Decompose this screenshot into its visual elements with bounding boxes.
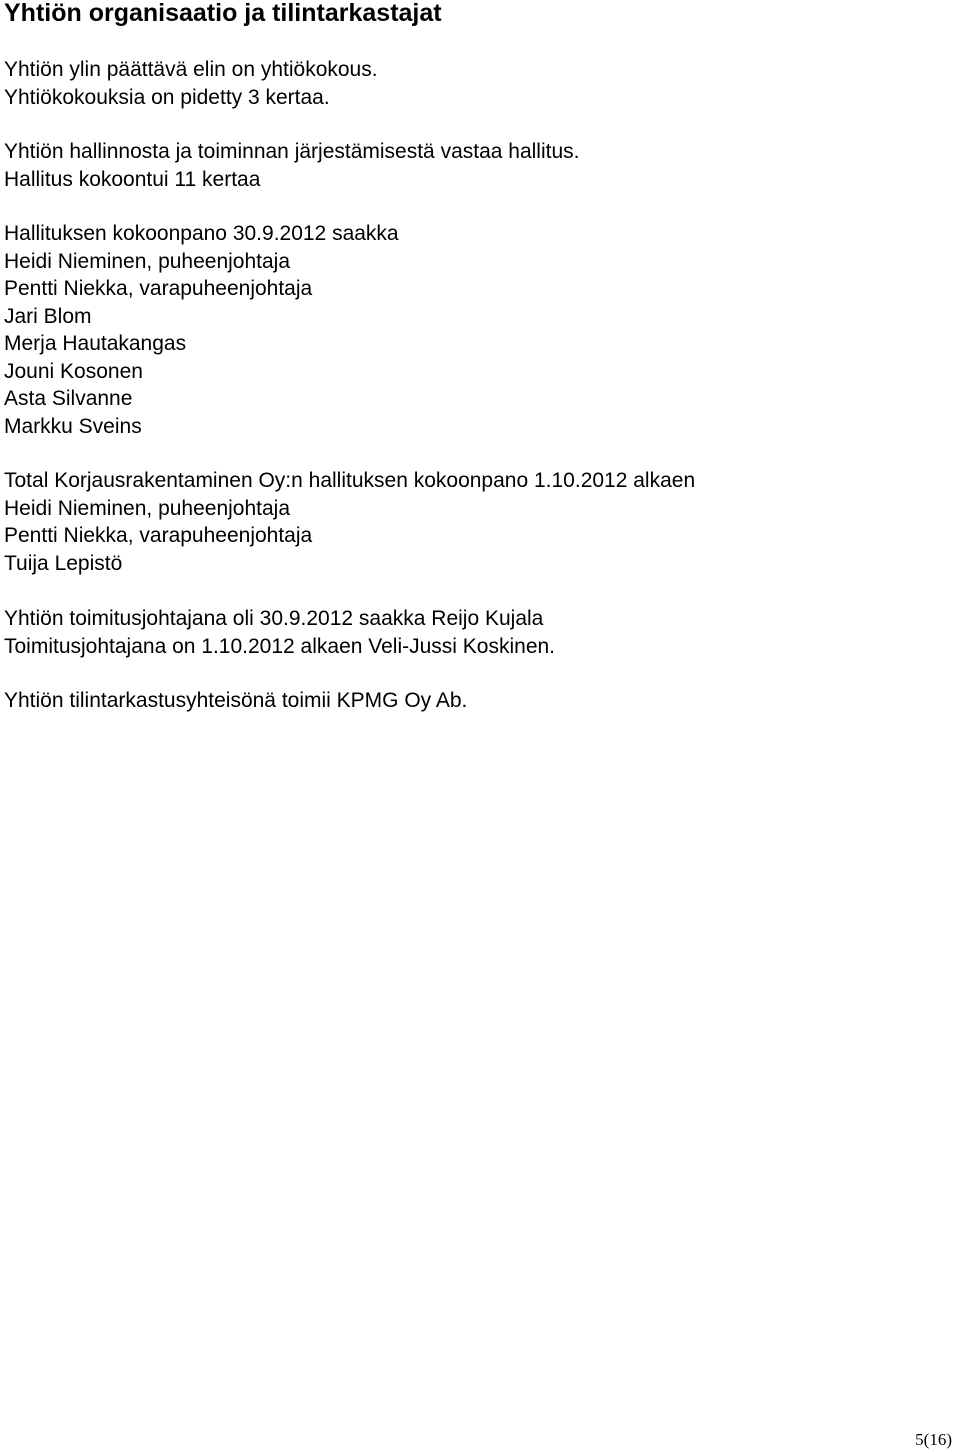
document-page	[4, 0, 954, 712]
page-number: 5(16)	[915, 1430, 952, 1449]
board-member: Heidi Nieminen, puheenjohtaja	[4, 249, 291, 273]
auditor-section	[4, 687, 467, 715]
board-member: Markku Sveins	[4, 414, 142, 438]
board-member: Jouni Kosonen	[4, 359, 143, 383]
general-meeting-section	[4, 56, 378, 111]
board-member: Heidi Nieminen, puheenjohtaja	[4, 496, 291, 520]
board-member: Jari Blom	[4, 304, 92, 328]
section-heading-line: Hallituksen kokoonpano 30.9.2012 saakka	[4, 222, 399, 245]
text-line: Yhtiön tilintarkastusyhteisönä toimii KPMG Oy Ab.	[4, 689, 468, 712]
text-line: Hallitus kokoontui 11 kertaa	[4, 167, 261, 191]
text-line: Yhtiökokouksia on pidetty 3 kertaa.	[4, 85, 330, 109]
board-composition-from-section	[4, 467, 695, 577]
page-title: Yhtiön organisaatio ja tilintarkastajat	[4, 0, 442, 27]
board-section	[4, 138, 579, 193]
board-member: Merja Hautakangas	[4, 332, 187, 355]
text-line: Yhtiön toimitusjohtajana oli 30.9.2012 saakka Reijo Kujala	[4, 607, 544, 630]
text-line: Toimitusjohtajana on 1.10.2012 alkaen Veli-Jussi Koskinen.	[4, 634, 556, 658]
ceo-section	[4, 605, 555, 660]
section-heading-line: Total Korjausrakentaminen Oy:n hallituksen kokoonpano 1.10.2012 alkaen	[4, 469, 696, 492]
board-member: Pentti Niekka, varapuheenjohtaja	[4, 524, 313, 547]
board-member: Tuija Lepistö	[4, 551, 123, 575]
board-composition-until-section	[4, 220, 399, 440]
board-member: Pentti Niekka, varapuheenjohtaja	[4, 277, 313, 300]
board-member: Asta Silvanne	[4, 387, 133, 410]
text-line: Yhtiön hallinnosta ja toiminnan järjestämisestä vastaa hallitus.	[4, 140, 580, 163]
text-line: Yhtiön ylin päättävä elin on yhtiökokous.	[4, 58, 378, 81]
